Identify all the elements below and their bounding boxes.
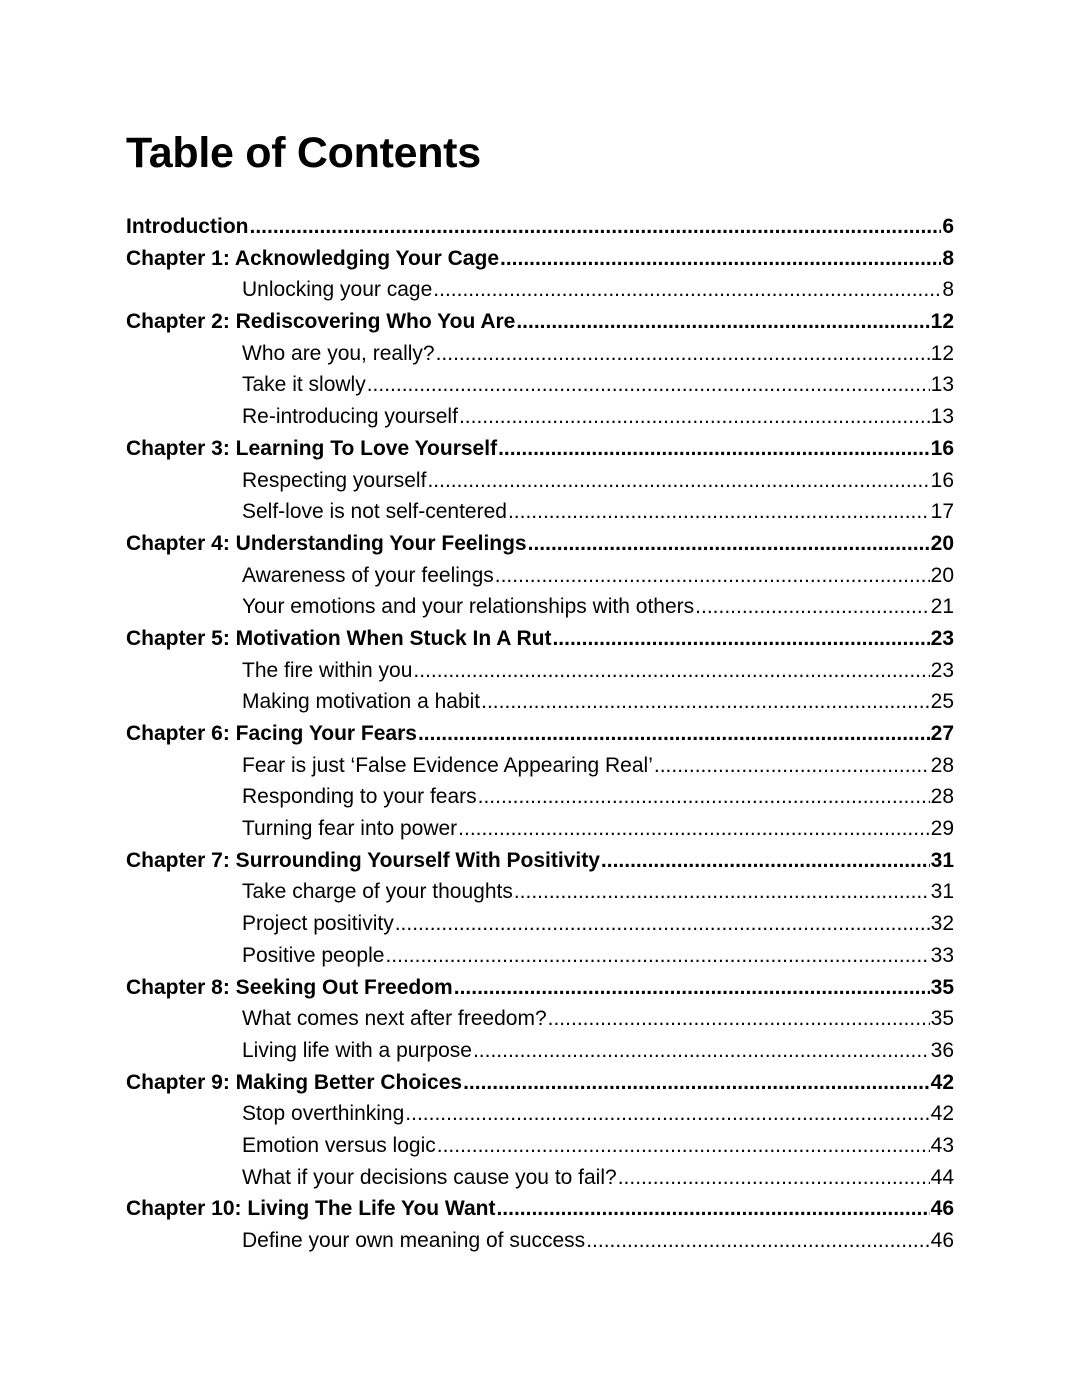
toc-entry-label: Chapter 8: Seeking Out Freedom bbox=[126, 975, 453, 999]
toc-entry-label: Chapter 4: Understanding Your Feelings bbox=[126, 531, 527, 555]
toc-entry-label: What comes next after freedom? bbox=[242, 1007, 547, 1031]
toc-section-entry bbox=[126, 591, 954, 623]
toc-page-number: 12 bbox=[930, 310, 954, 334]
toc-entry-label: Chapter 2: Rediscovering Who You Are bbox=[126, 310, 516, 334]
toc-section-entry bbox=[126, 496, 954, 528]
toc-dot-leader bbox=[473, 1035, 930, 1067]
toc-section-entry bbox=[126, 686, 954, 718]
toc-dot-leader bbox=[528, 528, 930, 560]
toc-list bbox=[126, 211, 954, 1257]
toc-dot-leader bbox=[481, 686, 930, 718]
toc-entry-label: Stop overthinking bbox=[242, 1102, 405, 1126]
toc-entry-label: Take it slowly bbox=[242, 373, 366, 397]
toc-page-number: 27 bbox=[930, 722, 954, 745]
toc-entry-label: Chapter 10: Living The Life You Want bbox=[126, 1197, 496, 1221]
toc-entry-label: What if your decisions cause you to fail? bbox=[242, 1165, 617, 1189]
toc-dot-leader bbox=[601, 845, 930, 877]
toc-section-entry bbox=[126, 465, 954, 497]
toc-dot-leader bbox=[495, 560, 930, 592]
toc-page-number: 43 bbox=[930, 1133, 954, 1157]
toc-dot-leader bbox=[459, 401, 930, 433]
toc-page-number: 25 bbox=[930, 690, 954, 714]
toc-dot-leader bbox=[498, 433, 930, 465]
toc-page-number: 44 bbox=[930, 1165, 954, 1189]
toc-chapter-entry bbox=[126, 845, 954, 877]
toc-dot-leader bbox=[496, 1193, 929, 1225]
toc-page-number: 46 bbox=[930, 1229, 954, 1252]
toc-page-number: 46 bbox=[930, 1197, 954, 1221]
toc-dot-leader bbox=[405, 1098, 929, 1130]
toc-chapter-entry bbox=[126, 211, 954, 243]
toc-entry-label: Positive people bbox=[242, 943, 385, 967]
toc-dot-leader bbox=[418, 718, 930, 750]
toc-dot-leader bbox=[654, 750, 930, 782]
toc-entry-label: Who are you, really? bbox=[242, 341, 435, 365]
toc-page-number: 13 bbox=[930, 405, 954, 429]
toc-section-entry bbox=[126, 401, 954, 433]
toc-dot-leader bbox=[478, 781, 930, 813]
toc-page-number: 8 bbox=[942, 246, 954, 270]
toc-section-entry bbox=[126, 1098, 954, 1130]
toc-page-number: 12 bbox=[930, 341, 954, 365]
toc-dot-leader bbox=[454, 972, 930, 1004]
toc-section-entry bbox=[126, 781, 954, 813]
toc-chapter-entry bbox=[126, 1193, 954, 1225]
toc-page-number: 32 bbox=[930, 912, 954, 936]
toc-entry-label: Chapter 1: Acknowledging Your Cage bbox=[126, 246, 499, 270]
toc-section-entry bbox=[126, 876, 954, 908]
toc-dot-leader bbox=[249, 211, 941, 243]
toc-dot-leader bbox=[514, 876, 930, 908]
toc-page-number: 16 bbox=[930, 468, 954, 492]
toc-dot-leader bbox=[516, 306, 929, 338]
toc-chapter-entry bbox=[126, 243, 954, 275]
toc-chapter-entry bbox=[126, 972, 954, 1004]
toc-page-number: 28 bbox=[930, 753, 954, 777]
toc-page-number: 42 bbox=[930, 1070, 954, 1094]
toc-section-entry bbox=[126, 560, 954, 592]
toc-section-entry bbox=[126, 1225, 954, 1257]
toc-chapter-entry bbox=[126, 528, 954, 560]
toc-page-number: 23 bbox=[930, 626, 954, 650]
toc-dot-leader bbox=[586, 1225, 929, 1257]
toc-section-entry bbox=[126, 750, 954, 782]
toc-chapter-entry bbox=[126, 433, 954, 465]
toc-section-entry bbox=[126, 274, 954, 306]
toc-entry-label: Introduction bbox=[126, 215, 249, 238]
toc-section-entry bbox=[126, 1035, 954, 1067]
toc-dot-leader bbox=[548, 1003, 930, 1035]
toc-page-number: 17 bbox=[930, 500, 954, 524]
toc-page-number: 20 bbox=[930, 563, 954, 587]
toc-chapter-entry bbox=[126, 623, 954, 655]
toc-page-number: 33 bbox=[930, 943, 954, 967]
toc-page-number: 36 bbox=[930, 1038, 954, 1062]
toc-entry-label: The fire within you bbox=[242, 658, 413, 682]
toc-page-number: 31 bbox=[930, 880, 954, 904]
toc-entry-label: Living life with a purpose bbox=[242, 1038, 472, 1062]
toc-entry-label: Self-love is not self-centered bbox=[242, 500, 507, 524]
toc-section-entry bbox=[126, 1003, 954, 1035]
toc-entry-label: Chapter 3: Learning To Love Yourself bbox=[126, 436, 498, 460]
toc-dot-leader bbox=[552, 623, 929, 655]
toc-page-number: 35 bbox=[930, 975, 954, 999]
toc-section-entry bbox=[126, 813, 954, 845]
toc-page-number: 28 bbox=[930, 785, 954, 809]
toc-entry-label: Project positivity bbox=[242, 912, 394, 936]
toc-chapter-entry bbox=[126, 1067, 954, 1099]
toc-dot-leader bbox=[458, 813, 929, 845]
toc-chapter-entry bbox=[126, 718, 954, 750]
toc-entry-label: Chapter 6: Facing Your Fears bbox=[126, 722, 417, 745]
toc-entry-label: Chapter 9: Making Better Choices bbox=[126, 1070, 463, 1094]
toc-dot-leader bbox=[427, 465, 929, 497]
toc-section-entry bbox=[126, 655, 954, 687]
toc-entry-label: Define your own meaning of success bbox=[242, 1229, 586, 1252]
toc-section-entry bbox=[126, 369, 954, 401]
toc-page-number: 16 bbox=[930, 436, 954, 460]
toc-entry-label: Emotion versus logic bbox=[242, 1133, 436, 1157]
toc-dot-leader bbox=[695, 591, 929, 623]
toc-page-number: 31 bbox=[930, 848, 954, 872]
toc-dot-leader bbox=[433, 274, 941, 306]
toc-page-number: 29 bbox=[930, 817, 954, 841]
toc-page-number: 20 bbox=[930, 531, 954, 555]
toc-page-number: 13 bbox=[930, 373, 954, 397]
toc-dot-leader bbox=[437, 1130, 930, 1162]
toc-page-number: 6 bbox=[942, 215, 954, 238]
toc-section-entry bbox=[126, 338, 954, 370]
toc-entry-label: Fear is just ‘False Evidence Appearing Real’ bbox=[242, 753, 653, 777]
toc-entry-label: Chapter 5: Motivation When Stuck In A Rut bbox=[126, 626, 552, 650]
toc-dot-leader bbox=[413, 655, 929, 687]
toc-entry-label: Awareness of your feelings bbox=[242, 563, 494, 587]
toc-dot-leader bbox=[385, 940, 929, 972]
page-title: Table of Contents bbox=[126, 129, 481, 177]
toc-entry-label: Respecting yourself bbox=[242, 468, 427, 492]
toc-chapter-entry bbox=[126, 306, 954, 338]
toc-dot-leader bbox=[618, 1162, 930, 1194]
toc-entry-label: Responding to your fears bbox=[242, 785, 477, 809]
toc-page-number: 8 bbox=[942, 278, 954, 302]
toc-entry-label: Turning fear into power bbox=[242, 817, 458, 841]
toc-dot-leader bbox=[395, 908, 930, 940]
toc-dot-leader bbox=[463, 1067, 930, 1099]
toc-entry-label: Unlocking your cage bbox=[242, 278, 433, 302]
toc-dot-leader bbox=[367, 369, 930, 401]
toc-page-number: 23 bbox=[930, 658, 954, 682]
toc-dot-leader bbox=[508, 496, 930, 528]
toc-section-entry bbox=[126, 1162, 954, 1194]
toc-entry-label: Chapter 7: Surrounding Yourself With Positivity bbox=[126, 848, 600, 872]
toc-section-entry bbox=[126, 940, 954, 972]
toc-entry-label: Re-introducing yourself bbox=[242, 405, 458, 429]
toc-section-entry bbox=[126, 1130, 954, 1162]
toc-dot-leader bbox=[436, 338, 930, 370]
toc-section-entry bbox=[126, 908, 954, 940]
toc-page-number: 35 bbox=[930, 1007, 954, 1031]
toc-page-number: 21 bbox=[930, 595, 954, 619]
toc-entry-label: Take charge of your thoughts bbox=[242, 880, 513, 904]
toc-entry-label: Making motivation a habit bbox=[242, 690, 481, 714]
toc-entry-label: Your emotions and your relationships with others bbox=[242, 595, 695, 619]
toc-dot-leader bbox=[500, 243, 941, 275]
toc-page-number: 42 bbox=[930, 1102, 954, 1126]
